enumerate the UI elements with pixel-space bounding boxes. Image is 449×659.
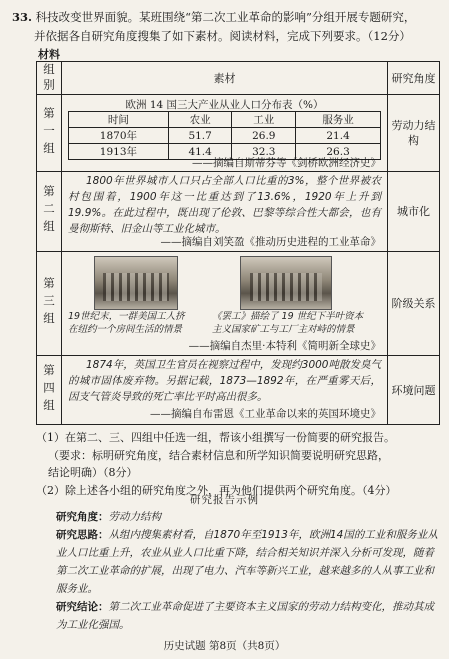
photo-workers-room — [94, 256, 178, 310]
group-4-angle: 环境问题 — [387, 356, 439, 424]
example-conclusion-text: 第二次工业革命促进了主要资本主义国家的劳动力结构变化，推动其成为工业化强国。 — [56, 601, 434, 631]
group-2-angle: 城市化 — [387, 172, 439, 251]
header-material: 素材 — [213, 72, 236, 85]
question-stem — [12, 8, 440, 46]
cell: 服务业 — [296, 112, 381, 128]
example-conclusion — [56, 598, 442, 634]
group-3-label: 第三组 — [37, 252, 62, 355]
group-1-source: ——摘编自斯蒂芬等《剑桥欧洲经济史》 — [192, 157, 381, 169]
question-line-1: 科技改变世界面貌。某班围绕“第二次工业革命的影响”分组开展专题研究， — [35, 10, 416, 24]
example-report — [56, 508, 442, 634]
task-1-requirement-end: 结论明确）（8分） — [48, 466, 138, 479]
group-2-label: 第二组 — [37, 172, 62, 251]
table-row-group-3 — [37, 251, 439, 355]
task-2: （2）除上述各小组的研究角度之外，再为他们提供两个研究角度。（4分） — [36, 483, 397, 497]
group-2-text: 1800年世界城市人口只占全部人口比重的3%，整个世界被农村包围着，1900年这一比重达到了13.6%，1920年上升到19.9%。在此过程中，既出现了伦敦、巴黎等综合性大都会，也有曼彻斯特、旧金山等工业化城市。 — [68, 175, 381, 235]
photo-strike-painting — [240, 256, 332, 310]
group-2-source: ——摘编自刘笑盈《推动历史进程的工业革命》 — [160, 236, 381, 248]
group-1-data-table — [68, 111, 381, 160]
example-idea-label: 研究思路： — [56, 529, 109, 541]
task-1-requirement: （要求：标明研究角度，结合素材信息和所学知识简要说明研究思路， — [48, 448, 389, 462]
cell: 1870年 — [69, 128, 169, 144]
table-row-group-4 — [37, 355, 439, 424]
group-4-source: ——摘编自布雷恩《工业革命以来的英国环境史》 — [150, 408, 381, 420]
example-idea — [56, 526, 442, 598]
task-list — [36, 429, 444, 499]
group-4-label: 第四组 — [37, 356, 62, 424]
table-row-group-2 — [37, 171, 439, 251]
example-angle — [56, 508, 442, 526]
group-3-source: ——摘编自杰里·本特利《简明新全球史》 — [188, 340, 381, 352]
question-line-2: 并依据各自研究角度搜集了如下素材。阅读材料，完成下列要求。（12分） — [34, 29, 411, 43]
cell: 26.3 — [296, 144, 381, 160]
table-row-group-1 — [37, 94, 439, 171]
group-1-label: 第一组 — [37, 95, 62, 171]
example-idea-text: 从组内搜集素材看，自1870年至1913年，欧洲14国的工业和服务业从业人口比重上升，农业从业人口比重下降，结合相关知识并深入分析可发现，随着第二次工业革命的扩展，出现了电力、汽车等新兴工业，越来越多的人从事工业和服务业。 — [56, 529, 438, 595]
caption-right — [212, 310, 392, 336]
cell: 32.3 — [232, 144, 296, 160]
header-group: 组别 — [37, 62, 62, 94]
group-1-table-title: 欧洲 14 国三大产业从业人口分布表（%） — [125, 99, 324, 111]
caption-right-line-2: 主义国家矿工与工厂主对峙的情景 — [212, 324, 355, 335]
example-title: 研究报告示例 — [190, 494, 259, 506]
example-angle-label: 研究角度： — [56, 511, 109, 523]
example-conclusion-label: 研究结论： — [56, 601, 109, 613]
cell: 21.4 — [296, 128, 381, 144]
caption-left-line-1: 19世纪末，一群美国工人挤 — [68, 311, 185, 322]
caption-left — [68, 310, 208, 336]
cell: 时间 — [69, 112, 169, 128]
table-header-row — [37, 62, 439, 94]
group-4-text: 1874年，英国卫生官员在视察过程中，发现约3000吨散发臭气的城市固体废弃物。另据记载，1873—1892年，在严重雾天后，因支气管炎导致的死亡率比平时高出很多。 — [68, 359, 381, 403]
caption-left-line-2: 在纽约一个房间生活的情景 — [68, 324, 183, 335]
task-1: （1）在第二、三、四组中任选一组，帮该小组撰写一份简要的研究报告。 — [36, 431, 395, 444]
group-1-angle: 劳动力结构 — [387, 95, 439, 171]
cell: 41.4 — [168, 144, 232, 160]
cell: 农业 — [168, 112, 232, 128]
material-label: 材料 — [38, 48, 60, 61]
example-angle-value: 劳动力结构 — [108, 511, 161, 523]
page-footer: 历史试题 第8页（共8页） — [163, 640, 286, 652]
cell: 26.9 — [232, 128, 296, 144]
group-3-angle: 阶级关系 — [387, 252, 439, 355]
caption-right-line-1: 《罢工》描绘了 19 世纪下半叶资本 — [212, 311, 364, 322]
material-table — [36, 61, 440, 425]
cell: 工业 — [232, 112, 296, 128]
cell: 1913年 — [69, 144, 169, 160]
question-number: 33. — [12, 10, 33, 24]
cell: 51.7 — [168, 128, 232, 144]
header-angle: 研究角度 — [387, 62, 439, 94]
